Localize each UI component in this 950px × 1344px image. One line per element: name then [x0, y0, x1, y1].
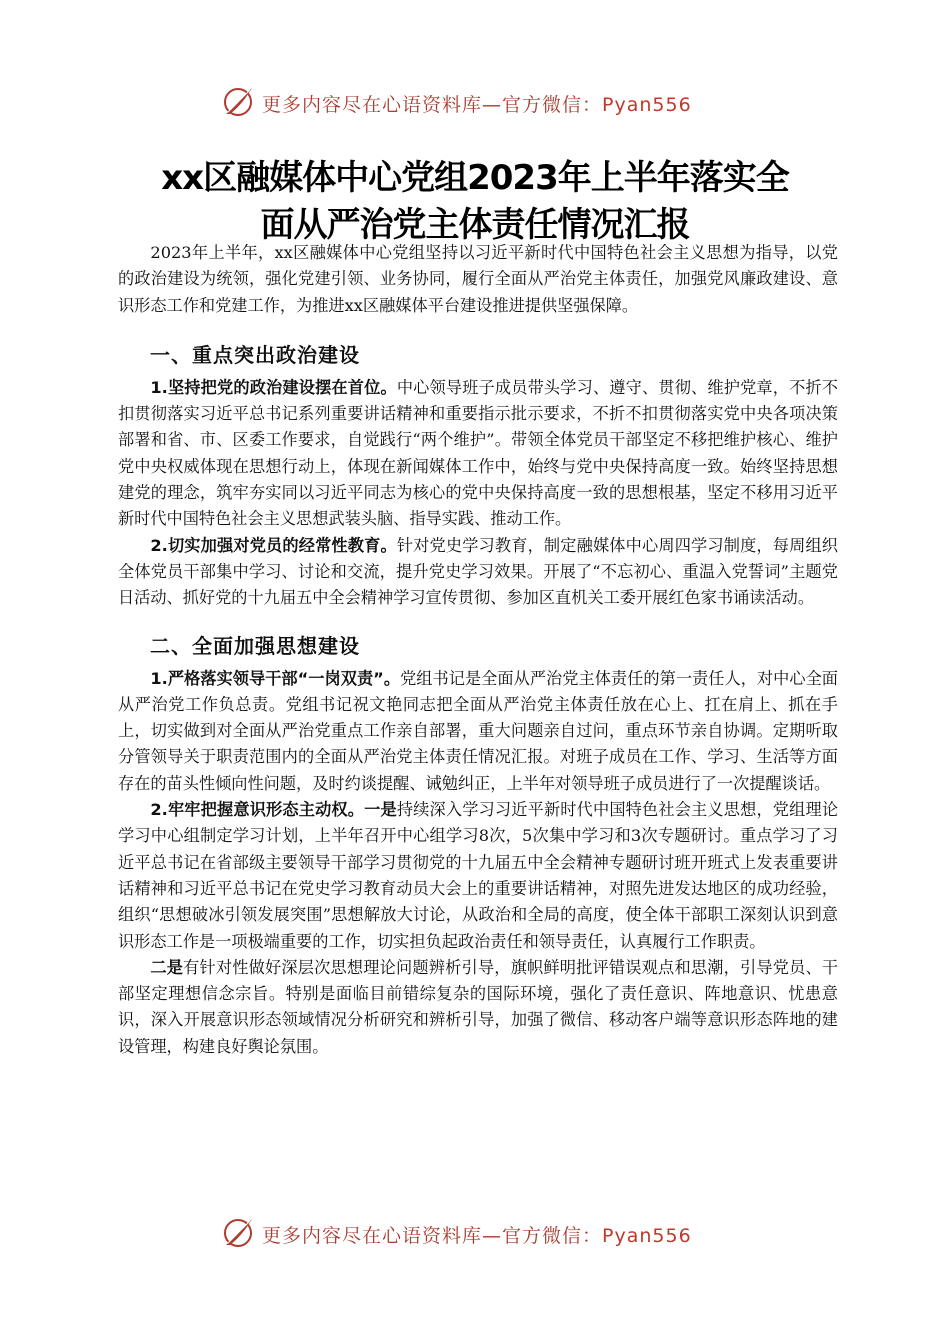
banner-text: [262, 90, 692, 117]
section1-p2-lead: 2.切实加强对党员的经常性教育。: [150, 535, 397, 555]
banner-wechat-id: Pyan556: [602, 1225, 692, 1247]
section1-p1-lead: 1.坚持把党的政治建设摆在首位。: [150, 377, 397, 397]
section2-p1-lead: 1.严格落实领导干部“一岗双责”。: [150, 668, 401, 688]
section2-p3-sub: 二是: [150, 957, 184, 977]
section2-p2-lead: 2.牢牢把握意识形态主动权。: [150, 800, 365, 820]
banner-wechat-label: 官方微信：: [502, 1225, 603, 1247]
footer-banner: [0, 1213, 950, 1253]
section1-p1-text: 中心领导班子成员带头学习、遵守、贯彻、维护党章，不折不扣贯彻落实习近平总书记系列重要讲话精神和重要指示批示要求，不折不扣贯彻落实党中央各项决策部署和省、市、区委工作要求，自觉践行“两个维护”。带领全体党员干部坚定不移把维护核心、维护党中央权威体现在思想行动上，体现在新闻媒体工作中，始终与党中央保持高度一致。始终坚持思想建党的理念，筑牢夯实同以习近平同志为核心的党中央保持高度一致的思想根基，坚定不移用习近平新时代中国特色社会主义思想武装头脑、指导实践、推动工作。: [118, 377, 838, 529]
document-title-line2: 面从严治党主体责任情况汇报: [260, 205, 690, 245]
banner-wechat-id: Pyan556: [602, 94, 692, 116]
section1-heading: 一、重点突出政治建设: [150, 342, 360, 367]
document-body: [118, 240, 838, 1060]
feather-pen-logo-icon: [220, 1215, 256, 1251]
section2-heading: 二、全面加强思想建设: [150, 633, 360, 658]
banner-dash: —: [482, 1225, 503, 1247]
intro-paragraph: 2023年上半年，xx区融媒体中心党组坚持以习近平新时代中国特色社会主义思想为指导，以党的政治建设为统领，强化党建引领、业务协同，履行全面从严治党主体责任，加强党风廉政建设、意识形态工作和党建工作，为推进xx区融媒体平台建设推进提供坚强保障。: [118, 243, 838, 315]
section1-p2-text: 针对党史学习教育，制定融媒体中心周四学习制度，每周组织全体党员干部集中学习、讨论和交流，提升党史学习效果。开展了“不忘初心、重温入党誓词”主题党日活动、抓好党的十九届五中全会精神学习宣传贯彻、参加区直机关工委开展红色家书诵读活动。: [118, 535, 838, 608]
section2-p1-text: 党组书记是全面从严治党主体责任的第一责任人，对中心全面从严治党工作负总责。党组书记祝文艳同志把全面从严治党主体责任放在心上、扛在肩上、抓在手上，切实做到对全面从严治党重点工作亲自部署，重大问题亲自过问，重点环节亲自协调。定期听取分管领导关于职责范围内的全面从严治党主体责任情况汇报。对班子成员在工作、学习、生活等方面存在的苗头性倾向性问题，及时约谈提醒、诫勉纠正，上半年对领导班子成员进行了一次提醒谈话。: [118, 668, 838, 793]
section2-p3-text: 有针对性做好深层次思想理论问题辨析引导，旗帜鲜明批评错误观点和思潮，引导党员、干部坚定理想信念宗旨。特别是面临目前错综复杂的国际环境，强化了责任意识、阵地意识、忧患意识，深入开展意识形态领域情况分析研究和辨析引导，加强了微信、移动客户端等意识形态阵地的建设管理，构建良好舆论氛围。: [118, 957, 839, 1056]
section2-p2-text: 持续深入学习习近平新时代中国特色社会主义思想，党组理论学习中心组制定学习计划，上半年召开中心组学习8次，5次集中学习和3次专题研讨。重点学习了习近平总书记在省部级主要领导干部学习贯彻党的十九届五中全会精神专题研讨班开班式上发表重要讲话精神和习近平总书记在党史学习教育动员大会上的重要讲话精神，对照先进发达地区的成功经验，组织“思想破冰引领发展突围”思想解放大讨论，从政治和全局的高度，使全体干部职工深刻认识到意识形态工作是一项极端重要的工作，切实担负起政治责任和领导责任，认真履行工作职责。: [118, 800, 839, 951]
banner-text: [262, 1221, 692, 1248]
document-title-line1: xx区融媒体中心党组2023年上半年落实全: [161, 158, 789, 198]
feather-pen-logo-icon: [220, 84, 256, 120]
banner-wechat-label: 官方微信：: [502, 94, 603, 116]
section2-p2-sub: 一是: [364, 800, 397, 820]
banner-slogan: 更多内容尽在心语资料库: [262, 94, 483, 116]
banner-dash: —: [482, 94, 503, 116]
section1-paragraph2: [118, 533, 838, 612]
header-banner: [0, 82, 950, 122]
section2-paragraph2: [118, 797, 838, 955]
section2-paragraph3: [118, 955, 838, 1060]
banner-slogan: 更多内容尽在心语资料库: [262, 1225, 483, 1247]
section1-paragraph1: [118, 375, 838, 533]
section2-paragraph1: [118, 666, 838, 797]
